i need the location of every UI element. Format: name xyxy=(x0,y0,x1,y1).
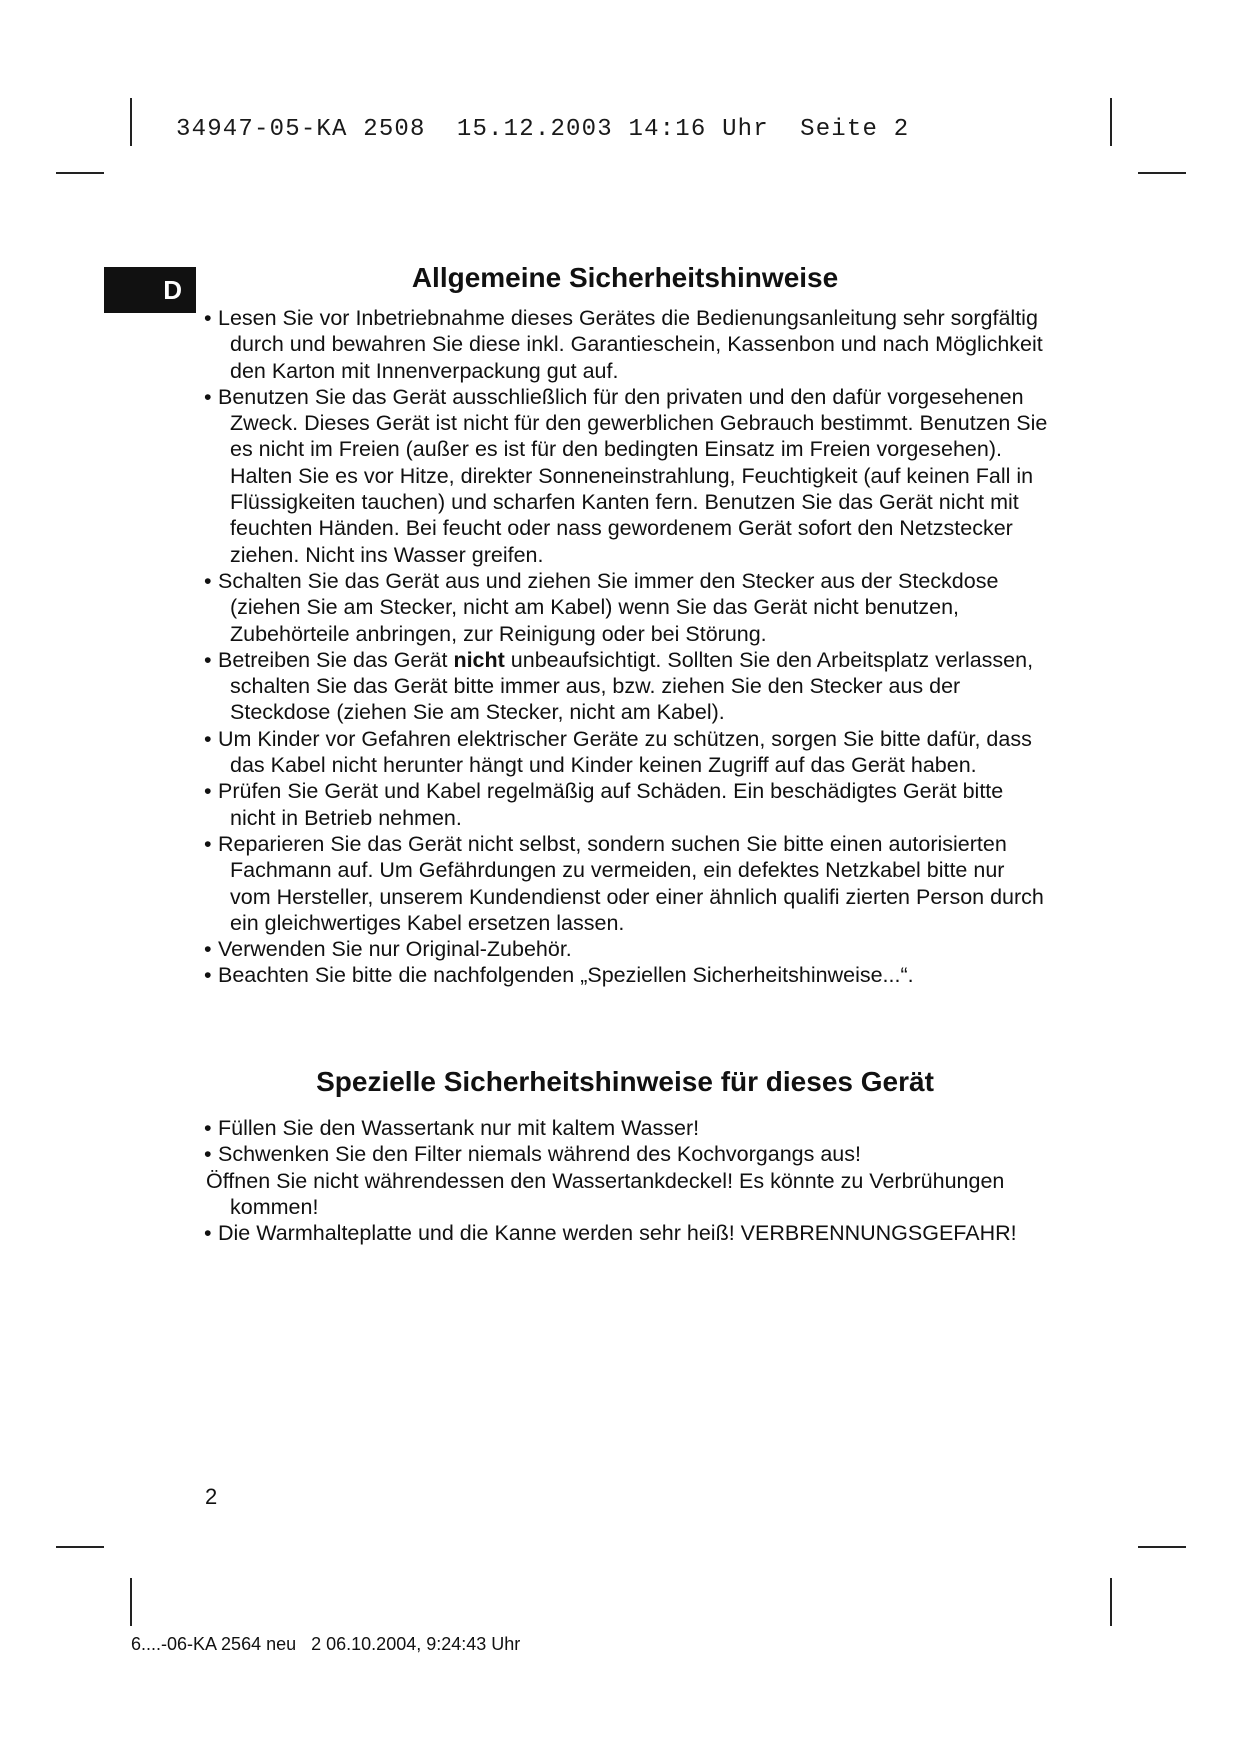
bullet-icon: • xyxy=(204,1142,212,1167)
bullet-icon: • xyxy=(204,1221,212,1246)
crop-mark xyxy=(130,1578,132,1626)
crop-mark xyxy=(1110,98,1112,146)
section-general-safety xyxy=(200,259,1050,989)
bullet-icon: • xyxy=(204,1116,212,1140)
section-title: Spezielle Sicherheitshinweise für dieses Gerät xyxy=(316,1066,934,1097)
list-item: • Beachten Sie bitte die nachfolgenden „Speziellen Sicherheitshinweise...“. xyxy=(204,963,914,988)
list-item: • Benutzen Sie das Gerät ausschließlich für den privaten und den dafür vorgesehenen Zweck. Dieses Gerät ist nicht für den gewerblichen Gebrauch bestimmt. Benutzen Sie es nicht im Freien (außer es ist für den bedingten Einsatz im Freien vorgesehen). Halten Sie es vor Hitze, direkter Sonneneinstrahlung, Feuchtigkeit (auf keinen Fall in Flüssigkeiten tauchen) und scharfen Kanten fern. Benutzen Sie das Gerät nicht mit feuchten Händen. Bei feucht oder nass gewordenem Gerät sofort den Netzstecker ziehen. Nicht ins Wasser greifen. xyxy=(204,384,1048,567)
list-item: • Lesen Sie vor Inbetriebnahme dieses Gerätes die Bedienungsanleitung sehr sorgfältig durch und bewahren Sie diese inkl. Garantieschein, Kassenbon und nach Möglichkeit den Karton mit Innenverpackung gut auf. xyxy=(204,306,1043,383)
list-item: • Betreiben Sie das Gerät nicht unbeaufsichtigt. Sollten Sie den Arbeitsplatz verlassen, schalten Sie das Gerät bitte immer aus, bzw. ziehen Sie den Stecker aus der Steckdose (ziehen Sie am Stecker, nicht am Kabel). xyxy=(204,647,1034,725)
bullet-icon: • xyxy=(204,831,212,856)
list-item: • Reparieren Sie das Gerät nicht selbst, sondern suchen Sie bitte einen autorisierten Fachmann auf. Um Gefährdungen zu vermeiden, ein defektes Netzkabel bitte nur vom Hersteller, unserem Kundendienst oder einer ähnlich qualifi zierten Person durch ein gleichwertiges Kabel ersetzen lassen. xyxy=(204,831,1044,935)
bullet-icon: • xyxy=(204,726,212,751)
bullet-icon: • xyxy=(204,779,212,804)
list-item: • Schalten Sie das Gerät aus und ziehen Sie immer den Stecker aus der Steckdose (ziehen Sie am Stecker, nicht am Kabel) wenn Sie das Gerät nicht benutzen, Zubehörteile anbringen, zur Reinigung oder bei Störung. xyxy=(204,568,999,646)
language-tab-label: D xyxy=(163,274,182,305)
section-device-safety xyxy=(200,1063,1050,1246)
list-item: • Schwenken Sie den Filter niemals während des Kochvorgangs aus! xyxy=(204,1142,861,1167)
emphasis: nicht xyxy=(453,647,505,672)
print-header: 34947-05-KA 2508 15.12.2003 14:16 Uhr Seite 2 xyxy=(176,116,910,143)
list-item: • Verwenden Sie nur Original-Zubehör. xyxy=(204,937,572,962)
bullet-icon: • xyxy=(204,568,212,593)
bullet-icon: • xyxy=(204,384,212,409)
crop-mark xyxy=(130,98,132,146)
bullet-icon: • xyxy=(204,647,212,672)
crop-mark xyxy=(56,172,104,174)
list-item: • Die Warmhalteplatte und die Kanne werden sehr heiß! VERBRENNUNGSGEFAHR! xyxy=(204,1221,1017,1246)
bullet-list xyxy=(200,1115,1050,1246)
crop-mark xyxy=(1138,1546,1186,1548)
page-number: 2 xyxy=(205,1484,218,1509)
section-title: Allgemeine Sicherheitshinweise xyxy=(411,262,839,293)
language-tab xyxy=(104,267,196,313)
list-item: • Um Kinder vor Gefahren elektrischer Geräte zu schützen, sorgen Sie bitte dafür, dass das Kabel nicht herunter hängt und Kinder keinen Zugriff auf das Gerät haben. xyxy=(204,726,1032,778)
crop-mark xyxy=(1110,1578,1112,1626)
list-item: • Füllen Sie den Wassertank nur mit kaltem Wasser! xyxy=(204,1116,700,1140)
bullet-icon: • xyxy=(204,306,212,330)
bullet-icon: • xyxy=(204,963,212,988)
crop-mark xyxy=(56,1546,104,1548)
bullet-icon: • xyxy=(204,937,212,962)
print-footer: 6....-06-KA 2564 neu 2 06.10.2004, 9:24:43 Uhr xyxy=(131,1634,521,1654)
crop-mark xyxy=(1138,172,1186,174)
list-item: Öffnen Sie nicht währendessen den Wassertankdeckel! Es könnte zu Verbrühungen kommen! xyxy=(206,1168,1005,1219)
bullet-list xyxy=(200,305,1050,989)
list-item: • Prüfen Sie Gerät und Kabel regelmäßig auf Schäden. Ein beschädigtes Gerät bitte nicht in Betrieb nehmen. xyxy=(204,779,1004,830)
